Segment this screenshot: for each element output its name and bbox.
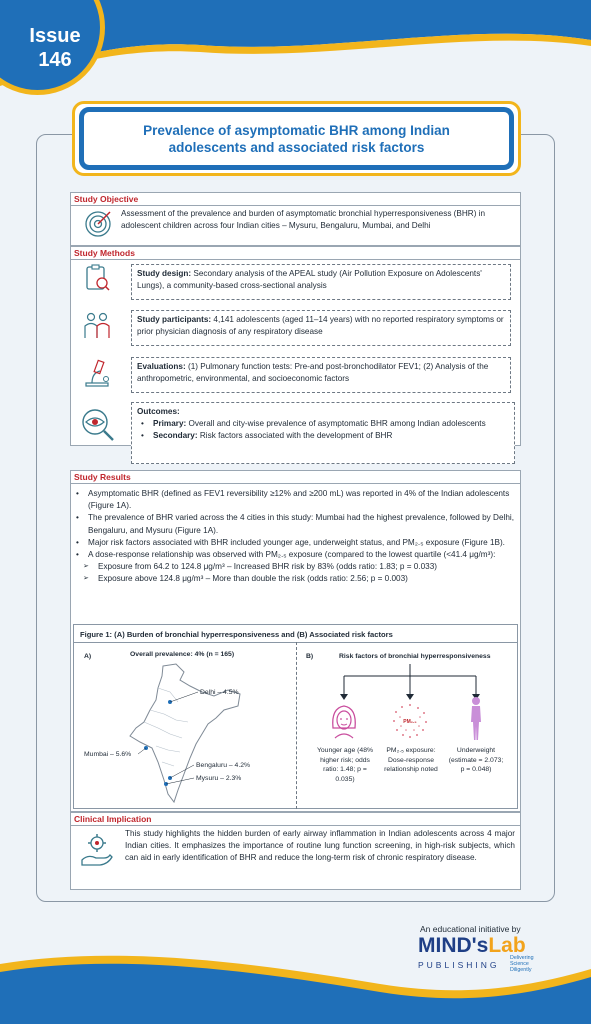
target-icon	[83, 209, 113, 239]
publisher-tagline: Delivering Science Diligently	[510, 955, 534, 973]
girl-face-icon	[329, 702, 359, 740]
figure-title: Figure 1: (A) Burden of bronchial hyperresponsiveness and (B) Associated risk factors	[80, 630, 393, 639]
people-icon	[82, 310, 112, 342]
result-bullet: • Major risk factors associated with BHR included younger age, underweight status, and PM₂.₅ exposure (Figure 1B).	[72, 537, 516, 549]
outcome-secondary: • Secondary: Risk factors associated with the development of BHR	[137, 430, 509, 442]
panel-b-letter: B)	[306, 653, 314, 660]
outcome-primary: • Primary: Overall and city-wise prevalence of asymptomatic BHR among Indian adolescents	[137, 418, 509, 430]
method-participants-label: Study participants:	[137, 315, 212, 324]
method-design-box	[131, 264, 511, 300]
clipboard-search-icon	[82, 263, 112, 293]
risk-factor-underweight: Underweight (estimate = 2.073; p = 0.048)	[448, 747, 504, 773]
hand-gear-icon	[80, 832, 114, 868]
objective-heading: Study Objective	[74, 194, 139, 204]
method-outcomes-box	[131, 402, 515, 464]
method-evaluations-box	[131, 357, 511, 393]
method-design-text: Secondary analysis of the APEAL study (Air Pollution Exposure on Adolescents' Lungs), a community-based cross-sectional analysis	[137, 269, 482, 291]
pm25-badge: PM₂.₅	[403, 719, 417, 725]
objective-section	[70, 192, 521, 246]
outcomes-heading: Outcomes:	[137, 407, 180, 416]
method-design-label: Study design:	[137, 269, 192, 278]
results-bullets	[72, 488, 516, 586]
method-evaluations-text: (1) Pulmonary function tests: Pre-and post-bronchodilator FEV1; (2) Analysis of the anthropometric, environmental, and socioeconomic factors	[137, 362, 489, 384]
panel-a-heading: Overall prevalence: 4% (n = 165)	[130, 651, 235, 658]
microscope-icon	[82, 357, 112, 389]
method-evaluations-label: Evaluations:	[137, 362, 186, 371]
city-delhi: Delhi – 4.5%	[200, 689, 239, 696]
title-box	[79, 107, 514, 170]
risk-factor-arrows	[300, 660, 518, 700]
objective-text: Assessment of the prevalence and burden of asymptomatic bronchial hyperresponsiveness (BHR) in adolescent children across four Indian cities – Mysuru, Bengaluru, Mumbai, and Delhi	[121, 209, 486, 231]
city-bengaluru: Bengaluru – 4.2%	[196, 762, 251, 769]
publisher-logo-publishing: PUBLISHING	[418, 960, 500, 970]
figure-divider	[296, 642, 297, 809]
method-participants-text: 4,141 adolescents (aged 11–14 years) with no reported respiratory symptoms or prior physician diagnosis of any respiratory disease	[137, 315, 504, 337]
city-mumbai: Mumbai – 5.6%	[84, 751, 132, 758]
risk-factor-age: Younger age (48% higher risk; odds ratio: 1.48; p = 0.035)	[316, 747, 374, 783]
page-title: Prevalence of asymptomatic BHR among Indian adolescents and associated risk factors	[143, 122, 450, 155]
panel-b-heading: Risk factors of bronchial hyperresponsiveness	[339, 653, 491, 660]
risk-factor-pm25: PM₂.₅ exposure: Dose-response relationship noted	[384, 747, 438, 773]
methods-heading: Study Methods	[74, 248, 135, 258]
india-map	[118, 662, 251, 807]
clinical-text: This study highlights the hidden burden of early airway inflammation in Indian adolescents across 4 major Indian cities. It emphasizes the importance of routine lung function screening, in high-risk subjects, which can aid in early identification of BHR and reduce the long-term risk of chronic respiratory disease.	[125, 829, 515, 863]
result-bullet: • A dose-response relationship was observed with PM₂.₅ exposure (compared to the lowest quartile (<41.4 μg/m³):	[72, 549, 516, 561]
issue-number: 146	[38, 49, 72, 71]
panel-a-letter: A)	[84, 653, 92, 660]
result-sub-bullet: ➢ Exposure from 64.2 to 124.8 μg/m³ – Increased BHR risk by 83% (odds ratio: 1.83; p = 0.033)	[72, 561, 516, 573]
method-participants-box	[131, 310, 511, 346]
eye-magnifier-icon	[80, 407, 116, 443]
results-heading: Study Results	[74, 472, 131, 482]
publisher-logo: MIND'sLab	[418, 934, 526, 957]
issue-label: Issue	[29, 25, 81, 47]
thin-body-icon	[465, 696, 487, 742]
pm25-particles-icon	[390, 702, 430, 740]
clinical-heading: Clinical Implication	[74, 814, 152, 824]
city-mysuru: Mysuru – 2.3%	[196, 775, 242, 782]
initiative-text: An educational initiative by	[420, 924, 521, 934]
result-bullet: • The prevalence of BHR varied across the 4 cities in this study: Mumbai had the highest prevalence, followed by Delhi, Bengaluru, and Mysuru (Figure 1A).	[72, 512, 516, 536]
result-bullet: • Asymptomatic BHR (defined as FEV1 reversibility ≥12% and ≥200 mL) was reported in 4% of the Indian adolescents (Figure 1A).	[72, 488, 516, 512]
result-sub-bullet: ➢ Exposure above 124.8 μg/m³ – More than double the risk (odds ratio: 2.56; p = 0.003)	[72, 573, 516, 585]
